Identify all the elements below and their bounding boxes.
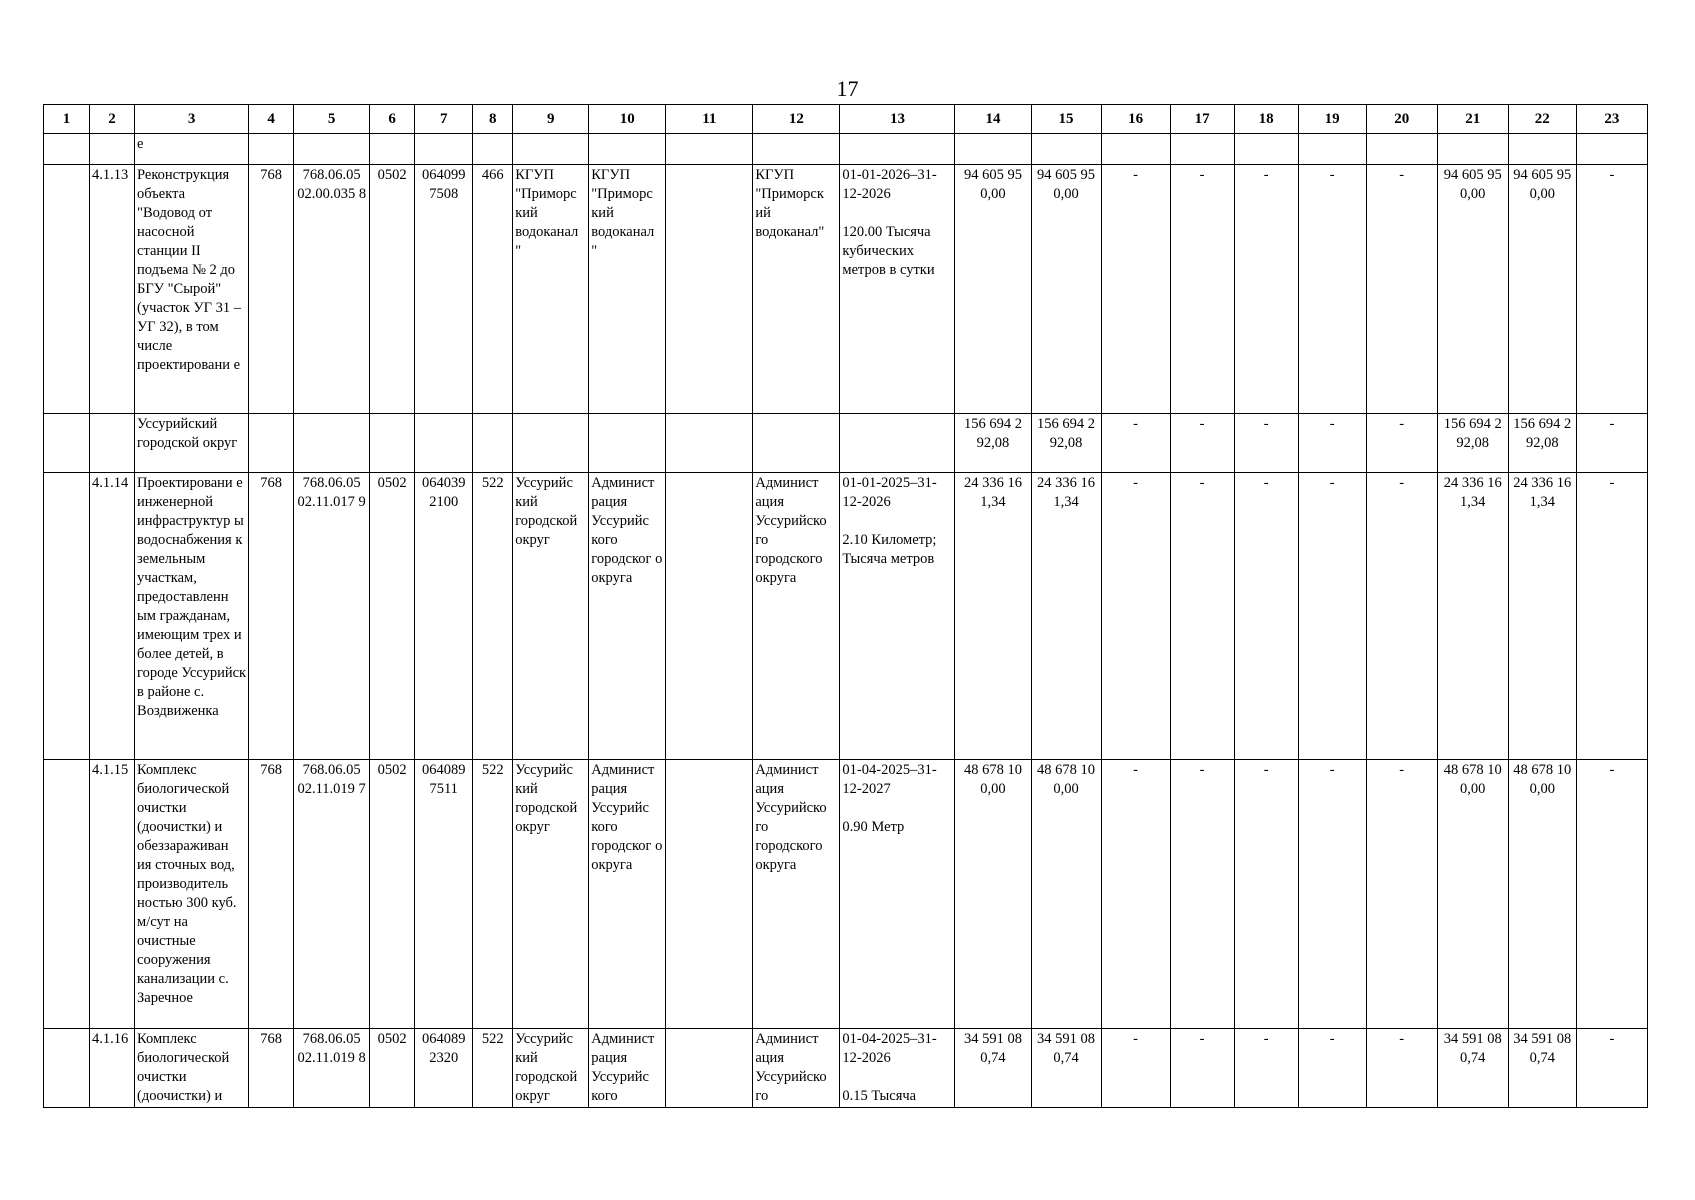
column-header: 6 — [370, 105, 415, 134]
table-cell: - — [1101, 473, 1170, 760]
table-cell — [666, 760, 753, 1029]
table-cell: 064089 2320 — [415, 1029, 473, 1108]
table-cell: 0502 — [370, 760, 415, 1029]
table-cell: 768.06.05 02.11.019 8 — [294, 1029, 370, 1108]
table-row — [44, 473, 1648, 760]
table-cell: 466 — [473, 165, 513, 414]
table-cell: 064099 7508 — [415, 165, 473, 414]
table-cell — [666, 165, 753, 414]
table-cell: 768 — [249, 1029, 294, 1108]
capacity-text: 2.10 Километр; Тысяча метров — [842, 532, 937, 567]
table-cell: - — [1298, 165, 1366, 414]
amount-cell: 156 694 2 92,08 — [1508, 414, 1576, 473]
table-cell — [1437, 134, 1508, 165]
table-row — [44, 414, 1648, 473]
table-cell — [840, 760, 955, 1029]
table-cell — [1101, 134, 1170, 165]
table-cell: Уссурийс кий городской округ — [513, 1029, 589, 1108]
table-cell — [840, 473, 955, 760]
table-cell — [955, 134, 1031, 165]
object-name: Комплекс биологической очистки (доочистки) и обеззараживан ия сточных вод, производитель ностью 300 куб. м/сут на очистные сооружения канализации с. Заречное — [135, 760, 249, 1029]
table-cell: - — [1298, 760, 1366, 1029]
table-cell — [370, 134, 415, 165]
table-cell: - — [1170, 1029, 1234, 1108]
table-cell — [589, 414, 666, 473]
table-cell: - — [1170, 760, 1234, 1029]
amount-cell: 94 605 95 0,00 — [1508, 165, 1576, 414]
column-header: 10 — [589, 105, 666, 134]
table-cell — [1366, 134, 1437, 165]
column-header: 12 — [753, 105, 840, 134]
table-cell — [294, 414, 370, 473]
object-name: Проектировани е инженерной инфраструктур ы водоснабжения к земельным участкам, предоставленн ым гражданам, имеющим трех и более детей, в городе Уссурийск в районе с. Воздвиженка — [135, 473, 249, 760]
column-header: 17 — [1170, 105, 1234, 134]
table-cell: - — [1234, 1029, 1298, 1108]
table-cell: - — [1170, 473, 1234, 760]
table-cell: - — [1101, 1029, 1170, 1108]
period-dates: 01-04-2025–31-12-2026 — [842, 1031, 937, 1066]
column-header: 23 — [1576, 105, 1647, 134]
table-cell: КГУП "Приморс кий водоканал " — [513, 165, 589, 414]
table-cell: - — [1298, 414, 1366, 473]
table-cell: - — [1576, 473, 1647, 760]
column-header: 3 — [135, 105, 249, 134]
table-cell — [249, 134, 294, 165]
object-name: Реконструкция объекта "Водовод от насосной станции II подъема № 2 до БГУ "Сырой" (участок УГ 31 – УГ 32), в том числе проектировани е — [135, 165, 249, 414]
table-cell: 768 — [249, 165, 294, 414]
table-cell: КГУП "Приморс кий водоканал " — [589, 165, 666, 414]
table-cell: 0502 — [370, 165, 415, 414]
amount-cell: 24 336 16 1,34 — [1508, 473, 1576, 760]
column-header: 9 — [513, 105, 589, 134]
row-number: 4.1.15 — [90, 760, 135, 1029]
table-cell: - — [1366, 1029, 1437, 1108]
table-cell — [1234, 134, 1298, 165]
object-name: Комплекс биологической очистки (доочистки) и — [135, 1029, 249, 1108]
table-cell — [1031, 134, 1101, 165]
object-name: Уссурийский городской округ — [135, 414, 249, 473]
table-cell: - — [1234, 165, 1298, 414]
column-header: 16 — [1101, 105, 1170, 134]
table-cell — [294, 134, 370, 165]
table-cell — [753, 134, 840, 165]
table-cell: - — [1366, 473, 1437, 760]
continuation-row — [44, 134, 1648, 165]
table-cell: - — [1101, 760, 1170, 1029]
table-cell — [44, 165, 90, 414]
column-header: 18 — [1234, 105, 1298, 134]
table-cell — [1170, 134, 1234, 165]
column-header: 21 — [1437, 105, 1508, 134]
table-cell: Админист ация Уссурийско го городского округа — [753, 760, 840, 1029]
table-cell — [44, 414, 90, 473]
table-cell — [666, 134, 753, 165]
table-cell: - — [1101, 414, 1170, 473]
table-cell: - — [1576, 760, 1647, 1029]
column-header: 15 — [1031, 105, 1101, 134]
table-cell: 768.06.05 02.11.017 9 — [294, 473, 370, 760]
table-cell: 768.06.05 02.00.035 8 — [294, 165, 370, 414]
table-cell — [1508, 134, 1576, 165]
column-header: 1 — [44, 105, 90, 134]
table-cell — [840, 414, 955, 473]
column-header: 5 — [294, 105, 370, 134]
column-header: 4 — [249, 105, 294, 134]
table-cell: 0502 — [370, 473, 415, 760]
table-cell — [753, 414, 840, 473]
column-header: 22 — [1508, 105, 1576, 134]
amount-cell: 94 605 95 0,00 — [1437, 165, 1508, 414]
amount-cell: 34 591 08 0,74 — [1437, 1029, 1508, 1108]
table-cell: Админист рация Уссурийс кого городског о округа — [589, 473, 666, 760]
table-row — [44, 1029, 1648, 1108]
table-cell: е — [135, 134, 249, 165]
table-cell — [44, 760, 90, 1029]
table-cell: 522 — [473, 760, 513, 1029]
table-cell — [90, 134, 135, 165]
table-cell: - — [1101, 165, 1170, 414]
table-cell: - — [1234, 760, 1298, 1029]
table-cell: - — [1576, 414, 1647, 473]
amount-cell: 48 678 10 0,00 — [1031, 760, 1101, 1029]
table-cell: 768 — [249, 760, 294, 1029]
table-cell: - — [1170, 165, 1234, 414]
table-cell — [473, 134, 513, 165]
column-header: 20 — [1366, 105, 1437, 134]
table-cell — [513, 414, 589, 473]
table-cell — [666, 1029, 753, 1108]
table-cell — [415, 414, 473, 473]
amount-cell: 48 678 10 0,00 — [1437, 760, 1508, 1029]
table-cell — [589, 134, 666, 165]
table-cell: - — [1298, 473, 1366, 760]
row-number — [90, 414, 135, 473]
page-number: 17 — [836, 76, 859, 101]
table-cell — [249, 414, 294, 473]
table-row — [44, 165, 1648, 414]
table-cell: 522 — [473, 473, 513, 760]
table-cell: 768 — [249, 473, 294, 760]
table-cell: 0502 — [370, 1029, 415, 1108]
table-cell: - — [1576, 165, 1647, 414]
table-cell — [44, 134, 90, 165]
column-header: 2 — [90, 105, 135, 134]
table-cell — [513, 134, 589, 165]
period-dates: 01-04-2025–31-12-2027 — [842, 762, 937, 797]
column-header: 8 — [473, 105, 513, 134]
table-cell: Админист ация Уссурийско го городского округа — [753, 473, 840, 760]
table-cell: - — [1170, 414, 1234, 473]
table-cell: - — [1366, 414, 1437, 473]
period-dates: 01-01-2026–31-12-2026 — [842, 167, 937, 202]
table-cell — [44, 473, 90, 760]
table-cell: Админист ация Уссурийско го — [753, 1029, 840, 1108]
row-number: 4.1.14 — [90, 473, 135, 760]
header-row — [44, 105, 1648, 134]
period-dates: 01-01-2025–31-12-2026 — [842, 475, 937, 510]
table-cell — [840, 1029, 955, 1108]
amount-cell: 156 694 2 92,08 — [955, 414, 1031, 473]
table-cell: - — [1298, 1029, 1366, 1108]
amount-cell: 48 678 10 0,00 — [1508, 760, 1576, 1029]
table-cell: 064039 2100 — [415, 473, 473, 760]
column-header: 11 — [666, 105, 753, 134]
table-cell: 064089 7511 — [415, 760, 473, 1029]
table-cell: Админист рация Уссурийс кого городског о округа — [589, 760, 666, 1029]
capacity-text: 120.00 Тысяча кубических метров в сутки — [842, 224, 935, 278]
table-cell: - — [1234, 473, 1298, 760]
table-cell — [1298, 134, 1366, 165]
amount-cell: 94 605 95 0,00 — [955, 165, 1031, 414]
column-header: 19 — [1298, 105, 1366, 134]
table-cell — [473, 414, 513, 473]
table-cell — [666, 414, 753, 473]
table-cell: 768.06.05 02.11.019 7 — [294, 760, 370, 1029]
table-cell — [1576, 134, 1647, 165]
amount-cell: 24 336 16 1,34 — [1437, 473, 1508, 760]
table-row — [44, 760, 1648, 1029]
amount-cell: 24 336 16 1,34 — [955, 473, 1031, 760]
amount-cell: 34 591 08 0,74 — [955, 1029, 1031, 1108]
amount-cell: 156 694 2 92,08 — [1437, 414, 1508, 473]
column-header: 14 — [955, 105, 1031, 134]
table-cell — [370, 414, 415, 473]
amount-cell: 94 605 95 0,00 — [1031, 165, 1101, 414]
amount-cell: 48 678 10 0,00 — [955, 760, 1031, 1029]
row-number: 4.1.16 — [90, 1029, 135, 1108]
table-cell: Админист рация Уссурийс кого — [589, 1029, 666, 1108]
table-cell — [415, 134, 473, 165]
table-cell: Уссурийс кий городской округ — [513, 760, 589, 1029]
table-cell: - — [1576, 1029, 1647, 1108]
amount-cell: 34 591 08 0,74 — [1508, 1029, 1576, 1108]
column-header: 7 — [415, 105, 473, 134]
row-number: 4.1.13 — [90, 165, 135, 414]
table-cell — [840, 134, 955, 165]
table-cell: - — [1366, 760, 1437, 1029]
table-cell: КГУП "Приморск ий водоканал" — [753, 165, 840, 414]
table-cell: 522 — [473, 1029, 513, 1108]
data-table — [43, 104, 1648, 1108]
column-header: 13 — [840, 105, 955, 134]
table-cell: - — [1366, 165, 1437, 414]
capacity-text: 0.15 Тысяча — [842, 1088, 917, 1104]
amount-cell: 34 591 08 0,74 — [1031, 1029, 1101, 1108]
table-cell: - — [1234, 414, 1298, 473]
table-cell — [666, 473, 753, 760]
amount-cell: 24 336 16 1,34 — [1031, 473, 1101, 760]
capacity-text: 0.90 Метр — [842, 819, 905, 835]
table-cell: Уссурийс кий городской округ — [513, 473, 589, 760]
amount-cell: 156 694 2 92,08 — [1031, 414, 1101, 473]
table-cell — [840, 165, 955, 414]
table-cell — [44, 1029, 90, 1108]
